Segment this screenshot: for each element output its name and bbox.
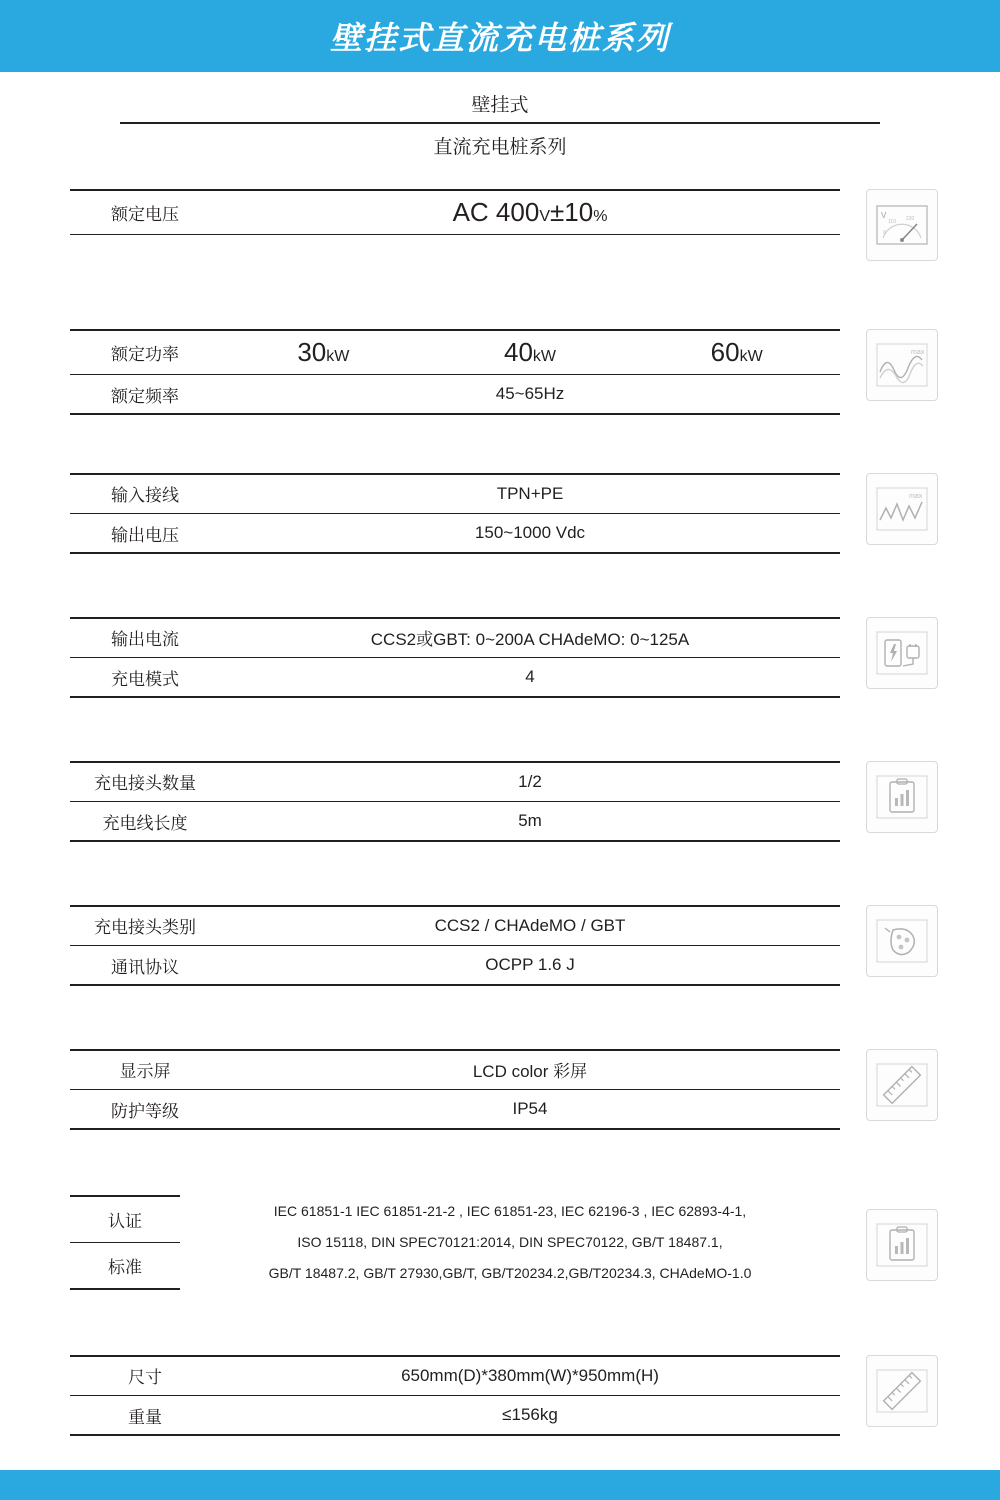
svg-text:0: 0 bbox=[883, 230, 886, 236]
certification-line-3: GB/T 18487.2, GB/T 27930,GB/T, GB/T20234.2,GB/T20234.3, CHAdeMO-1.0 bbox=[268, 1265, 752, 1281]
row-label: 额定功率 bbox=[111, 344, 179, 364]
voltmeter-gauge-icon bbox=[866, 189, 938, 261]
voltage-number: AC 400 bbox=[452, 196, 540, 227]
spec-table-certification bbox=[70, 1193, 840, 1292]
table-row bbox=[70, 763, 840, 801]
table-row bbox=[70, 802, 840, 840]
spec-group-connector-type bbox=[0, 905, 1000, 1001]
row-value: 45~65Hz bbox=[495, 384, 565, 403]
certification-text bbox=[180, 1193, 840, 1292]
connector-plug-icon bbox=[866, 905, 938, 977]
row-label: 额定电压 bbox=[111, 204, 179, 224]
spec-group-certification bbox=[0, 1193, 1000, 1313]
table-row bbox=[70, 658, 840, 696]
voltage-unit: V bbox=[539, 207, 550, 225]
table-row bbox=[70, 619, 840, 657]
power-number-1: 30 bbox=[297, 336, 327, 367]
row-value: 650mm(D)*380mm(W)*950mm(H) bbox=[401, 1365, 659, 1385]
svg-text:max: max bbox=[909, 493, 923, 500]
power-option-3 bbox=[633, 337, 840, 368]
row-value: 4 bbox=[525, 667, 535, 686]
power-unit-3: kW bbox=[739, 347, 763, 365]
table-row bbox=[70, 475, 840, 513]
row-value: TPN+PE bbox=[496, 483, 564, 503]
table-row bbox=[70, 1396, 840, 1434]
svg-text:110: 110 bbox=[888, 219, 896, 225]
row-value: CCS2 / CHAdeMO / GBT bbox=[434, 915, 626, 935]
row-label: 尺寸 bbox=[128, 1368, 162, 1387]
certification-labels bbox=[70, 1193, 180, 1292]
row-label: 输出电压 bbox=[111, 525, 179, 545]
row-label: 充电模式 bbox=[111, 669, 179, 689]
sine-wave-icon bbox=[866, 329, 938, 401]
spec-table-input-output bbox=[70, 473, 840, 554]
divider bbox=[70, 696, 840, 698]
power-unit-1: kW bbox=[326, 347, 350, 365]
spec-group-current bbox=[0, 617, 1000, 713]
ruler-icon bbox=[866, 1049, 938, 1121]
spec-group-input-output bbox=[0, 473, 1000, 569]
table-row bbox=[70, 375, 840, 413]
svg-text:max: max bbox=[911, 349, 925, 356]
row-label: 输出电流 bbox=[111, 630, 179, 649]
divider bbox=[70, 984, 840, 986]
row-value: IP54 bbox=[512, 1099, 548, 1118]
spec-table-power bbox=[70, 329, 840, 415]
table-row bbox=[70, 1090, 840, 1128]
table-row bbox=[70, 191, 840, 234]
row-label: 充电线长度 bbox=[102, 813, 188, 833]
document-chart-icon bbox=[866, 1209, 938, 1281]
table-row bbox=[70, 331, 840, 374]
row-value: 5m bbox=[518, 811, 542, 830]
spec-table-display bbox=[70, 1049, 840, 1130]
power-option-2 bbox=[427, 337, 634, 368]
row-value bbox=[220, 331, 840, 374]
row-label: 显示屏 bbox=[119, 1062, 171, 1081]
divider bbox=[70, 552, 840, 554]
row-label: 通讯协议 bbox=[111, 957, 179, 977]
spec-table-dimensions bbox=[70, 1355, 840, 1436]
spec-group-voltage bbox=[0, 189, 1000, 285]
row-value bbox=[220, 191, 840, 234]
table-row bbox=[70, 946, 840, 984]
spec-group-display bbox=[0, 1049, 1000, 1145]
spec-group-power bbox=[0, 329, 1000, 425]
row-value: OCPP 1.6 J bbox=[485, 955, 575, 974]
divider bbox=[70, 234, 840, 236]
row-label: 标准 bbox=[108, 1258, 142, 1278]
svg-text:220: 220 bbox=[906, 216, 915, 222]
power-unit-2: kW bbox=[532, 347, 557, 365]
power-number-3: 60 bbox=[710, 336, 740, 367]
title-line-1: 壁挂式 bbox=[471, 95, 529, 116]
row-value: LCD color 彩屏 bbox=[472, 1062, 588, 1081]
spec-table-voltage bbox=[70, 189, 840, 235]
row-label: 充电接头类别 bbox=[94, 918, 196, 937]
svg-text:V: V bbox=[881, 211, 887, 220]
row-value: 150~1000 Vdc bbox=[474, 523, 586, 542]
table-row bbox=[70, 514, 840, 552]
power-option-1 bbox=[220, 337, 427, 368]
divider bbox=[70, 840, 840, 842]
voltage-tolerance: ±10 bbox=[549, 196, 594, 227]
page-header bbox=[0, 0, 1000, 72]
table-row bbox=[70, 1051, 840, 1089]
zigzag-wave-icon bbox=[866, 473, 938, 545]
power-number-2: 40 bbox=[503, 336, 533, 367]
divider bbox=[70, 413, 840, 415]
table-row bbox=[70, 907, 840, 945]
row-label: 额定频率 bbox=[111, 386, 179, 406]
spec-table-current bbox=[70, 617, 840, 698]
divider bbox=[70, 1128, 840, 1130]
row-label: 充电接头数量 bbox=[94, 774, 196, 793]
divider bbox=[70, 1288, 180, 1290]
row-label: 认证 bbox=[108, 1211, 142, 1231]
spec-table-connector-type bbox=[70, 905, 840, 986]
spec-group-dimensions bbox=[0, 1355, 1000, 1451]
row-value: 1/2 bbox=[518, 771, 542, 791]
page-footer bbox=[0, 1470, 1000, 1500]
title-block bbox=[0, 90, 1000, 159]
certification-line-1: IEC 61851-1 IEC 61851-21-2 , IEC 61851-23, IEC 62196-3 , IEC 62893-4-1, bbox=[273, 1203, 747, 1219]
ruler-icon bbox=[866, 1355, 938, 1427]
divider bbox=[70, 1434, 840, 1436]
voltage-tolerance-unit: % bbox=[593, 207, 608, 225]
spec-table-connector-count bbox=[70, 761, 840, 842]
row-label: 输入接线 bbox=[111, 486, 179, 505]
spec-group-connector-count bbox=[0, 761, 1000, 857]
page-title: 壁挂式直流充电桩系列 bbox=[329, 20, 670, 56]
row-value: CCS2或GBT: 0~200A CHAdeMO: 0~125A bbox=[370, 630, 690, 649]
title-line-2: 直流充电桩系列 bbox=[433, 137, 567, 158]
charging-pile-plug-icon bbox=[866, 617, 938, 689]
row-value: ≤156kg bbox=[502, 1405, 558, 1424]
table-row bbox=[70, 1357, 840, 1395]
row-label: 防护等级 bbox=[111, 1101, 179, 1121]
certification-line-2: ISO 15118, DIN SPEC70121:2014, DIN SPEC70122, GB/T 18487.1, bbox=[297, 1234, 723, 1250]
row-label: 重量 bbox=[128, 1407, 162, 1427]
clipboard-chart-icon bbox=[866, 761, 938, 833]
